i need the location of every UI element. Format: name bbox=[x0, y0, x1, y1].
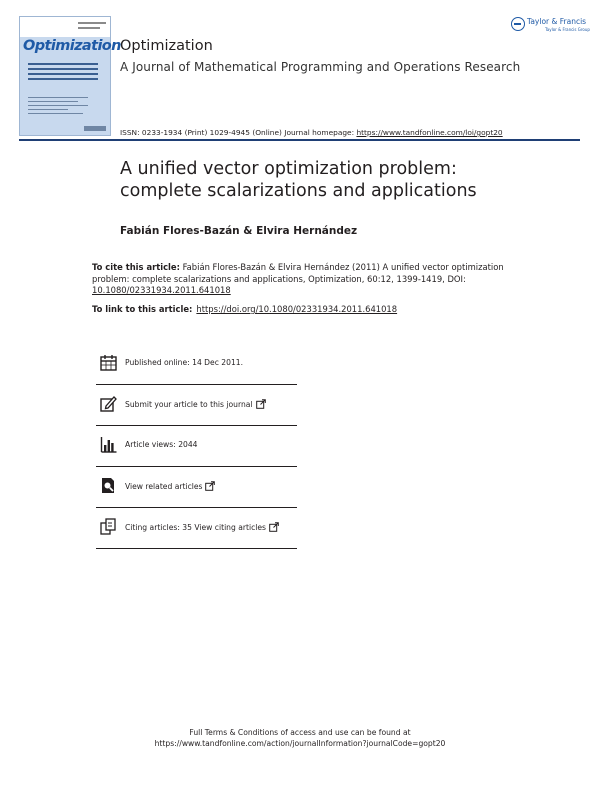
article-views-text: Article views: 2044 bbox=[125, 440, 198, 449]
published-online-item bbox=[96, 344, 297, 385]
search-document-icon bbox=[100, 477, 117, 494]
submit-article-text: Submit your article to this journal bbox=[125, 400, 253, 409]
citing-articles-link[interactable] bbox=[125, 522, 279, 532]
related-articles-link[interactable] bbox=[125, 481, 215, 491]
journal-title: Optimization bbox=[120, 38, 213, 54]
footer-journal-info-link[interactable]: https://www.tandfonline.com/action/journalInformation?journalCode=gopt20 bbox=[154, 739, 446, 748]
cover-publisher-logo bbox=[84, 126, 106, 131]
cover-subtitle-lines bbox=[28, 63, 98, 83]
publisher-logo[interactable] bbox=[511, 17, 590, 35]
cover-decoration bbox=[78, 22, 106, 24]
related-articles-item[interactable] bbox=[96, 467, 297, 508]
bar-chart-icon bbox=[100, 436, 117, 453]
cover-decoration bbox=[78, 27, 100, 29]
citing-articles-item[interactable] bbox=[96, 508, 297, 549]
edit-icon bbox=[100, 395, 117, 412]
external-link-icon bbox=[269, 522, 279, 532]
calendar-icon bbox=[100, 354, 117, 371]
issn-text: ISSN: 0233-1934 (Print) 1029-4945 (Online) Journal homepage: bbox=[120, 128, 357, 137]
publisher-name: Taylor & Francis bbox=[527, 17, 587, 26]
citation-label: To cite this article: bbox=[92, 262, 180, 272]
issn-line bbox=[120, 128, 503, 137]
article-views-item bbox=[96, 426, 297, 467]
journal-subtitle: A Journal of Mathematical Programming and Operations Research bbox=[120, 60, 521, 74]
article-doi-link[interactable]: https://doi.org/10.1080/02331934.2011.641018 bbox=[196, 304, 398, 314]
footer-terms-text: Full Terms & Conditions of access and use can be found at bbox=[189, 728, 411, 737]
journal-homepage-link[interactable]: https://www.tandfonline.com/loi/gopt20 bbox=[356, 128, 503, 137]
link-label: To link to this article: bbox=[92, 304, 193, 314]
cover-header-strip bbox=[20, 17, 110, 37]
article-authors: Fabián Flores-Bazán & Elvira Hernández bbox=[120, 225, 358, 237]
link-block bbox=[92, 304, 397, 314]
article-title: A unified vector optimization problem: complete scalarizations and applications bbox=[120, 159, 477, 201]
publisher-logo-icon bbox=[511, 17, 525, 31]
citation-text: Fabián Flores-Bazán & Elvira Hernández (2011) A unified vector optimization problem: complete scalarizations and applications, Optimization, 60:12, 1399-1419, DOI: bbox=[92, 262, 504, 284]
related-articles-text: View related articles bbox=[125, 482, 203, 491]
cover-title: Optimization bbox=[23, 38, 121, 54]
submit-article-item[interactable] bbox=[96, 385, 297, 426]
external-link-icon bbox=[205, 481, 215, 491]
publisher-tagline: Taylor & Francis Group bbox=[545, 27, 590, 32]
published-online-text: Published online: 14 Dec 2011. bbox=[125, 358, 244, 367]
external-link-icon bbox=[256, 399, 266, 409]
citing-articles-icon bbox=[100, 518, 117, 535]
cover-editor-lines bbox=[28, 97, 88, 117]
citing-articles-text: Citing articles: 35 View citing articles bbox=[125, 523, 266, 532]
journal-cover-image bbox=[19, 16, 121, 136]
citation-block bbox=[92, 262, 512, 297]
citation-doi-link[interactable]: 10.1080/02331934.2011.641018 bbox=[92, 285, 231, 295]
submit-article-link[interactable] bbox=[125, 399, 266, 409]
footer bbox=[0, 727, 600, 749]
header-divider bbox=[19, 139, 580, 141]
